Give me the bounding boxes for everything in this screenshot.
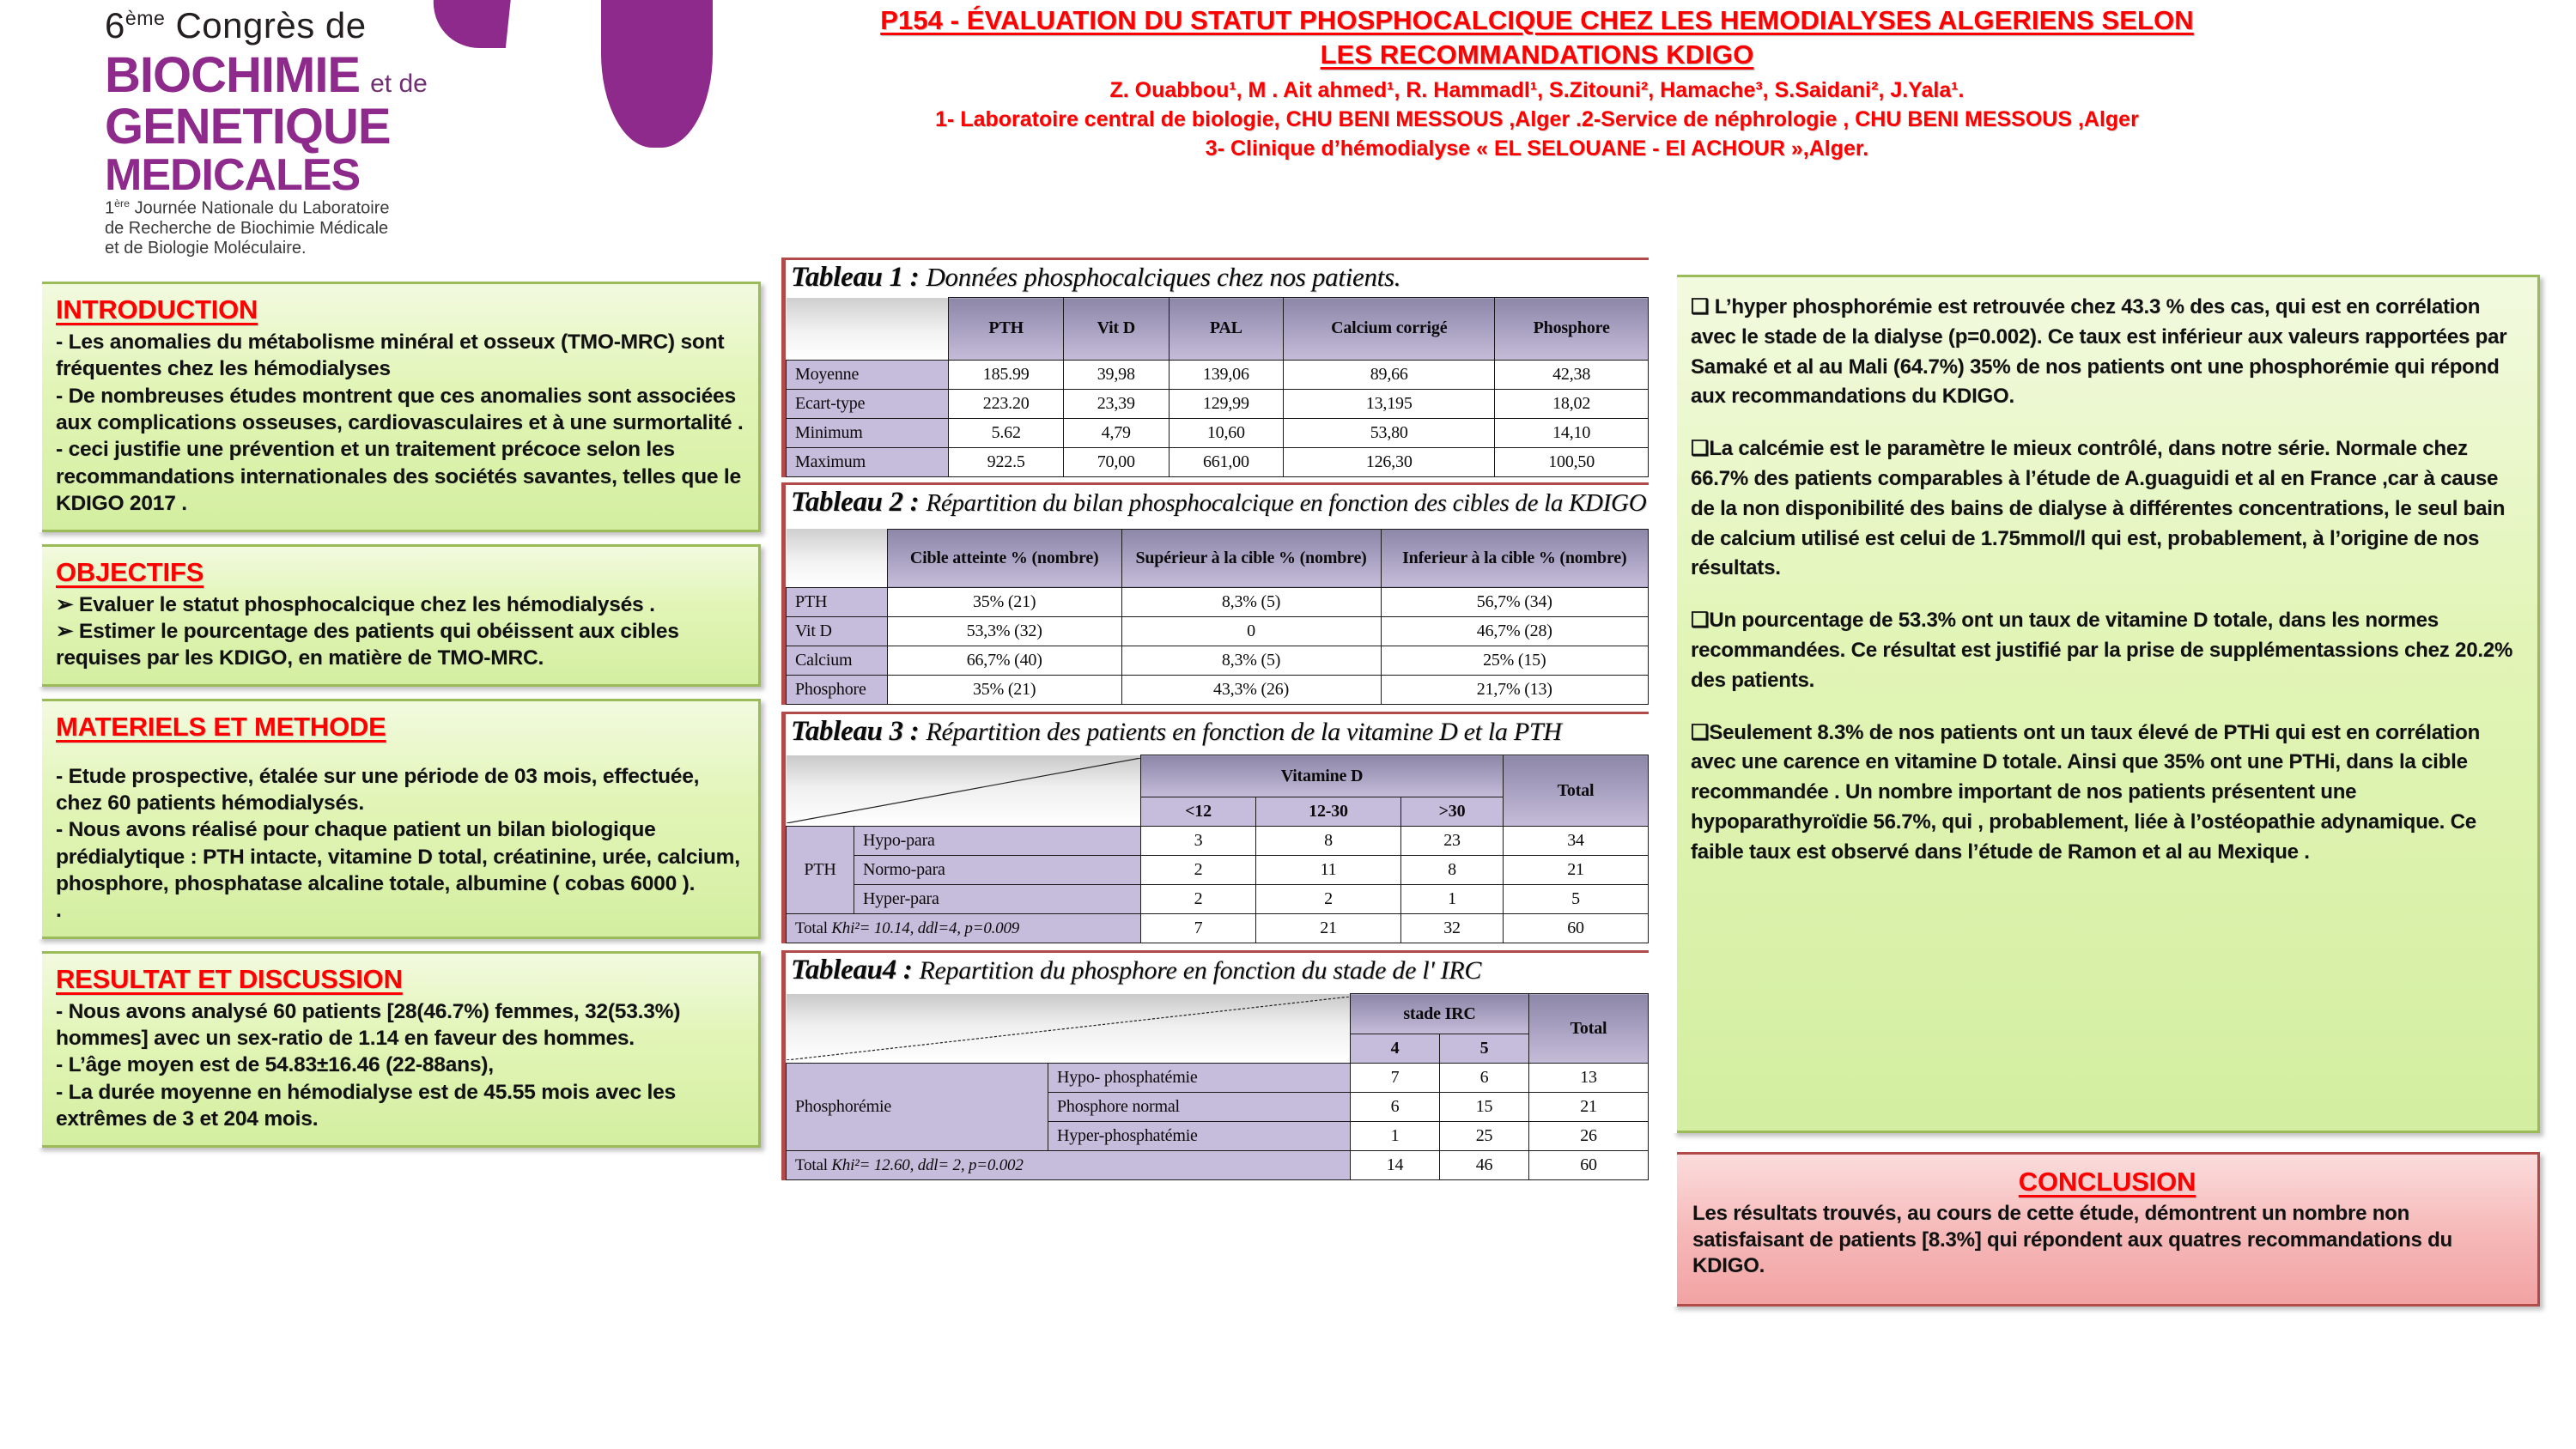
materiels-paragraph-1: - Etude prospective, étalée sur une période de 03 mois, effectuée, chez 60 patients hémodialysés. [56, 764, 700, 815]
table-2-frame [781, 482, 1649, 706]
table-3-cell-total: 34 [1504, 827, 1649, 856]
section-materiels-methode [38, 699, 761, 939]
table-1-cell: 42,38 [1495, 360, 1649, 389]
logo-congress-line [105, 5, 367, 46]
table-2-cell: 8,3% (5) [1121, 646, 1381, 676]
poster-header [0, 0, 2576, 258]
section-introduction [38, 282, 761, 532]
congress-logo [52, 2, 653, 258]
table-1-row-label-ecart-type: Ecart-type [787, 389, 949, 418]
table-2-caption [786, 485, 1649, 522]
logo-subtitle-line2: de Recherche de Biochimie Médicale [105, 218, 389, 238]
table-3-cell: 1 [1401, 885, 1504, 914]
table-3-row-label-normo-para: Normo-para [854, 856, 1141, 885]
middle-column-tables [781, 258, 1649, 1442]
table-3-cell: 23 [1401, 827, 1504, 856]
table-row [787, 856, 1649, 885]
table-3-col-total: Total [1504, 755, 1649, 827]
table-3-total-row [787, 914, 1649, 943]
table-3-cell: 8 [1401, 856, 1504, 885]
discussion-item-2: ❑La calcémie est le paramètre le mieux contrôlé, dans notre série. Normale chez 66.7% des patients comparables à l’étude de A.guaguidi et al en France ,car à cause de la non disponibilité des bains de dialyse à différentes concentrations, le seul bain de calcium utilisé est celui de 1.75mmol/l qui est, probablement, à l’origine de nos résultats. [1691, 437, 2506, 580]
table-1-cell: 5.62 [949, 418, 1064, 447]
table-2-col-inferieur: Inferieur à la cible % (nombre) [1381, 529, 1648, 588]
table-3-cell: 2 [1141, 885, 1256, 914]
table-4-cell-total: 26 [1529, 1122, 1649, 1151]
logo-biochimie-line [105, 46, 428, 104]
table-4-row-label-hypo: Hypo- phosphatémie [1048, 1064, 1351, 1093]
objectifs-paragraph-1: ➢ Evaluer le statut phosphocalcique chez les hémodialysés . [56, 592, 655, 616]
table-1-cell: 23,39 [1064, 389, 1169, 418]
table-1-cell: 89,66 [1284, 360, 1495, 389]
table-4-cell: 1 [1351, 1122, 1440, 1151]
table-4-total-cell: 46 [1440, 1151, 1529, 1180]
table-4-total-label [787, 1151, 1351, 1180]
section-objectifs [38, 544, 761, 687]
table-4-group-stade-irc: stade IRC [1351, 994, 1529, 1034]
table-3-row-label-hypo-para: Hypo-para [854, 827, 1141, 856]
resultat-paragraph-3: - La durée moyenne en hémodialyse est de 45.55 mois avec les extrêmes de 3 et 204 mois. [56, 1080, 676, 1131]
table-2-cell: 25% (15) [1381, 646, 1648, 676]
table-3-frame [781, 712, 1649, 943]
section-resultat-discussion [38, 951, 761, 1148]
materiels-spacer [54, 746, 744, 763]
table-4-subcol-4: 4 [1351, 1034, 1440, 1064]
logo-subtitle-line1: Journée Nationale du Laboratoire [130, 198, 390, 218]
table-4 [786, 993, 1649, 1180]
table-row [787, 447, 1649, 476]
materiels-paragraph-2: - Nous avons réalisé pour chaque patient un bilan biologique prédialytique : PTH intacte, vitamine D total, créatinine, urée, calcium, phosphore, phosphatase alcaline totale, albumine ( cobas 6000 ). [56, 818, 740, 896]
table-4-cell-total: 13 [1529, 1064, 1649, 1093]
table-3-subcol-12-30: 12-30 [1256, 797, 1401, 827]
table-3-khi-stat: Khi²= 10.14, ddl=4, p=0.009 [831, 919, 1020, 937]
table-1-caption-rest: Données phosphocalciques chez nos patients. [926, 262, 1401, 292]
table-1-col-phosphore: Phosphore [1495, 298, 1649, 361]
table-3-cell-total: 5 [1504, 885, 1649, 914]
table-4-group-header-row [787, 994, 1649, 1034]
table-2-caption-rest: Répartition du bilan phosphocalcique en fonction des cibles de la KDIGO [926, 488, 1647, 517]
discussion-item-1: ❑ L’hyper phosphorémie est retrouvée chez 43.3 % des cas, qui est en corrélation avec le stade de la dialyse (p=0.002). Ce taux est inférieur aux valeurs rapportées par Samaké et al au Mali (64.7%) 35% de nos patients ont une phosphorémie qui répond aux recommandations du KDIGO. [1691, 295, 2507, 409]
logo-subtitle-number: 1 [105, 198, 115, 218]
table-row [787, 676, 1649, 705]
introduction-paragraph-3: - ceci justifie une prévention et un traitement précoce selon les recommandations internationales des sociétés savantes, telles que le KDIGO 2017 . [56, 438, 741, 516]
table-2-cell: 35% (21) [887, 676, 1121, 705]
table-4-cell: 15 [1440, 1093, 1529, 1122]
table-4-caption [786, 953, 1649, 990]
section-discussion [1673, 275, 2540, 1133]
table-1-cell: 126,30 [1284, 447, 1495, 476]
logo-genetique-word: GENETIQUE [105, 99, 391, 155]
table-2-row-label-calcium: Calcium [787, 646, 888, 676]
table-1-col-calcium: Calcium corrigé [1284, 298, 1495, 361]
table-4-row-label-normal: Phosphore normal [1048, 1093, 1351, 1122]
table-1-cell: 13,195 [1284, 389, 1495, 418]
table-1-cell: 53,80 [1284, 418, 1495, 447]
table-4-total-row [787, 1151, 1649, 1180]
table-3 [786, 755, 1649, 943]
table-3-cell: 8 [1256, 827, 1401, 856]
table-3-group-label-pth: PTH [787, 827, 854, 914]
table-3-diagonal-corner [787, 755, 1141, 827]
table-row [787, 588, 1649, 617]
title-block [678, 3, 2396, 163]
table-row [787, 885, 1649, 914]
table-3-caption-rest: Répartition des patients en fonction de la vitamine D et la PTH [926, 718, 1562, 746]
resultat-paragraph-1: - Nous avons analysé 60 patients [28(46.7%) femmes, 32(53.3%) hommes] avec un sex-ratio de 1.14 en faveur des hommes. [56, 999, 681, 1051]
conclusion-heading: CONCLUSION [2018, 1167, 2196, 1197]
table-3-cell: 2 [1256, 885, 1401, 914]
table-2-row-label-vitd: Vit D [787, 617, 888, 646]
table-3-total-cell: 32 [1401, 914, 1504, 943]
table-4-caption-rest: Repartition du phosphore en fonction du stade de l' IRC [919, 956, 1482, 985]
table-4-total-cell: 14 [1351, 1151, 1440, 1180]
table-4-khi-stat: Khi²= 12.60, ddl= 2, p=0.002 [831, 1155, 1024, 1174]
table-1-caption-lead: Tableau 1 : [791, 262, 927, 293]
introduction-heading: INTRODUCTION [56, 294, 258, 324]
table-2-cell: 53,3% (32) [887, 617, 1121, 646]
table-1-cell: 39,98 [1064, 360, 1169, 389]
discussion-item-3: ❑Un pourcentage de 53.3% ont un taux de vitamine D totale, dans les normes recommandées. Ce résultat est justifié par la prise de supplémentassions chez 20.2% des patients. [1691, 609, 2513, 692]
table-1-cell: 14,10 [1495, 418, 1649, 447]
table-4-frame [781, 950, 1649, 1180]
table-row [787, 418, 1649, 447]
table-2-cell: 0 [1121, 617, 1381, 646]
table-3-total-prefix: Total [795, 919, 832, 937]
table-4-col-total: Total [1529, 994, 1649, 1064]
table-1-cell: 223.20 [949, 389, 1064, 418]
table-row [787, 360, 1649, 389]
table-1-corner-cell [787, 298, 949, 361]
table-2-cell: 46,7% (28) [1381, 617, 1648, 646]
table-4-caption-lead: Tableau4 : [791, 955, 920, 985]
logo-subtitle [105, 197, 389, 258]
author-list: Z. Ouabbou¹, M . Ait ahmed¹, R. Hammadl¹, S.Zitouni², Hamache³, S.Saidani², J.Yala¹. [1109, 78, 1965, 103]
table-2-cell: 43,3% (26) [1121, 676, 1381, 705]
table-row [787, 646, 1649, 676]
table-1-cell: 10,60 [1169, 418, 1284, 447]
section-conclusion [1673, 1152, 2540, 1307]
table-1-col-pth: PTH [949, 298, 1064, 361]
table-1-cell: 139,06 [1169, 360, 1284, 389]
table-2-cell: 35% (21) [887, 588, 1121, 617]
table-4-cell: 7 [1351, 1064, 1440, 1093]
diagonal-line-icon [787, 997, 1351, 1060]
table-3-total-cell: 7 [1141, 914, 1256, 943]
table-1-cell: 4,79 [1064, 418, 1169, 447]
table-3-total-cell: 21 [1256, 914, 1401, 943]
logo-subtitle-line3: et de Biologie Moléculaire. [105, 239, 307, 258]
table-1-cell: 185.99 [949, 360, 1064, 389]
page-title-line1: P154 - ÉVALUATION DU STATUT PHOSPHOCALCIQUE CHEZ LES HEMODIALYSES ALGERIENS SELON [880, 5, 2194, 35]
logo-etde-word: et de [370, 70, 428, 98]
table-4-cell: 25 [1440, 1122, 1529, 1151]
resultat-heading: RESULTAT ET DISCUSSION [56, 963, 403, 994]
introduction-paragraph-2: - De nombreuses études montrent que ces anomalies sont associées aux complications osseuses, cardiovasculaires et à une surmortalité . [56, 384, 744, 435]
logo-congress-rest: Congrès de [165, 5, 367, 45]
table-4-cell: 6 [1440, 1064, 1529, 1093]
table-1-row-label-maximum: Maximum [787, 447, 949, 476]
table-3-subcol-lt12: <12 [1141, 797, 1256, 827]
logo-swoosh-left-shape [428, 0, 511, 48]
objectifs-heading: OBJECTIFS [56, 556, 204, 587]
introduction-paragraph-1: - Les anomalies du métabolisme minéral et osseux (TMO-MRC) sont fréquentes chez les hémodialyses [56, 330, 725, 381]
page-title-line2: LES RECOMMANDATIONS KDIGO [1320, 39, 1754, 70]
table-4-grand-total: 60 [1529, 1151, 1649, 1180]
materiels-heading: MATERIELS ET METHODE [56, 711, 386, 742]
table-3-caption-lead: Tableau 3 : [791, 716, 927, 747]
table-1-row-label-moyenne: Moyenne [787, 360, 949, 389]
logo-congress-ordinal: ème [125, 7, 166, 29]
table-3-caption [786, 714, 1649, 751]
table-2 [786, 529, 1649, 706]
table-4-group-label-phosphoremie: Phosphorémie [787, 1064, 1048, 1151]
logo-medicales-word: MEDICALES [105, 150, 361, 200]
left-column [38, 282, 761, 1160]
logo-subtitle-ordinal: ère [114, 197, 131, 209]
conclusion-text: Les résultats trouvés, au cours de cette étude, démontrent un nombre non satisfaisant de patients [8.3%] qui répondent aux quatres recommandations du KDIGO. [1692, 1202, 2452, 1278]
table-1-cell: 100,50 [1495, 447, 1649, 476]
table-4-total-prefix: Total [795, 1155, 832, 1174]
page-title [678, 3, 2396, 71]
right-column [1673, 275, 2540, 1307]
table-1-cell: 18,02 [1495, 389, 1649, 418]
table-2-cell: 21,7% (13) [1381, 676, 1648, 705]
table-2-corner-cell [787, 529, 888, 588]
materiels-paragraph-3: . [56, 899, 62, 923]
logo-congress-number: 6 [105, 5, 125, 45]
logo-biochimie-word: BIOCHIMIE [105, 47, 361, 103]
table-4-subcol-5: 5 [1440, 1034, 1529, 1064]
table-2-col-superieur: Supérieur à la cible % (nombre) [1121, 529, 1381, 588]
table-3-subcol-gt30: >30 [1401, 797, 1504, 827]
table-1-col-vitd: Vit D [1064, 298, 1169, 361]
table-2-row-label-phosphore: Phosphore [787, 676, 888, 705]
table-1-col-pal: PAL [1169, 298, 1284, 361]
table-2-cell: 8,3% (5) [1121, 588, 1381, 617]
table-2-header-row [787, 529, 1649, 588]
table-2-cell: 66,7% (40) [887, 646, 1121, 676]
affiliation-line-1: 1- Laboratoire central de biologie, CHU BENI MESSOUS ,Alger .2-Service de néphrologie , CHU BENI MESSOUS ,Alger [935, 107, 2139, 132]
diagonal-line-icon [787, 758, 1141, 823]
table-1-frame [781, 258, 1649, 477]
table-3-group-vitamine-d: Vitamine D [1141, 755, 1504, 797]
discussion-item-4: ❑Seulement 8.3% de nos patients ont un taux élevé de PTHi qui est en corrélation avec une carence en vitamine D totale. Ainsi que 35% ont une PTHi, dans la cible recommandée . Un nombre important de nos patients présentent une hypoparathyroïdie 56.7%, qui , probablement, liée à l’ostéopathie adynamique. Ce faible taux est observé dans l’étude de Ramon et al au Mexique . [1691, 720, 2481, 864]
table-4-cell-total: 21 [1529, 1093, 1649, 1122]
table-row [787, 617, 1649, 646]
affiliation-line-2: 3- Clinique d’hémodialyse « EL SELOUANE - El ACHOUR »,Alger. [1205, 136, 1869, 161]
table-1-cell: 922.5 [949, 447, 1064, 476]
table-1-cell: 129,99 [1169, 389, 1284, 418]
table-3-cell: 11 [1256, 856, 1401, 885]
table-4-diagonal-corner [787, 994, 1351, 1064]
table-2-col-cible-atteinte: Cible atteinte % (nombre) [887, 529, 1121, 588]
table-3-row-label-hyper-para: Hyper-para [854, 885, 1141, 914]
table-4-row-label-hyper: Hyper-phosphatémie [1048, 1122, 1351, 1151]
table-2-caption-lead: Tableau 2 : [791, 486, 927, 518]
table-3-grand-total: 60 [1504, 914, 1649, 943]
table-3-cell: 3 [1141, 827, 1256, 856]
table-row [787, 827, 1649, 856]
table-2-cell: 56,7% (34) [1381, 588, 1648, 617]
objectifs-paragraph-2: ➢ Estimer le pourcentage des patients qui obéissent aux cibles requises par les KDIGO, en matière de TMO-MRC. [56, 619, 679, 670]
table-1-row-label-minimum: Minimum [787, 418, 949, 447]
table-4-cell: 6 [1351, 1093, 1440, 1122]
table-row [787, 389, 1649, 418]
table-1-caption [786, 260, 1649, 297]
table-3-cell-total: 21 [1504, 856, 1649, 885]
table-1 [786, 297, 1649, 477]
table-2-row-label-pth: PTH [787, 588, 888, 617]
table-3-group-header-row [787, 755, 1649, 797]
table-1-cell: 70,00 [1064, 447, 1169, 476]
table-row [787, 1064, 1649, 1093]
resultat-paragraph-2: - L’âge moyen est de 54.83±16.46 (22-88ans), [56, 1053, 494, 1077]
table-3-total-label [787, 914, 1141, 943]
table-3-cell: 2 [1141, 856, 1256, 885]
table-1-cell: 661,00 [1169, 447, 1284, 476]
table-1-header-row [787, 298, 1649, 361]
